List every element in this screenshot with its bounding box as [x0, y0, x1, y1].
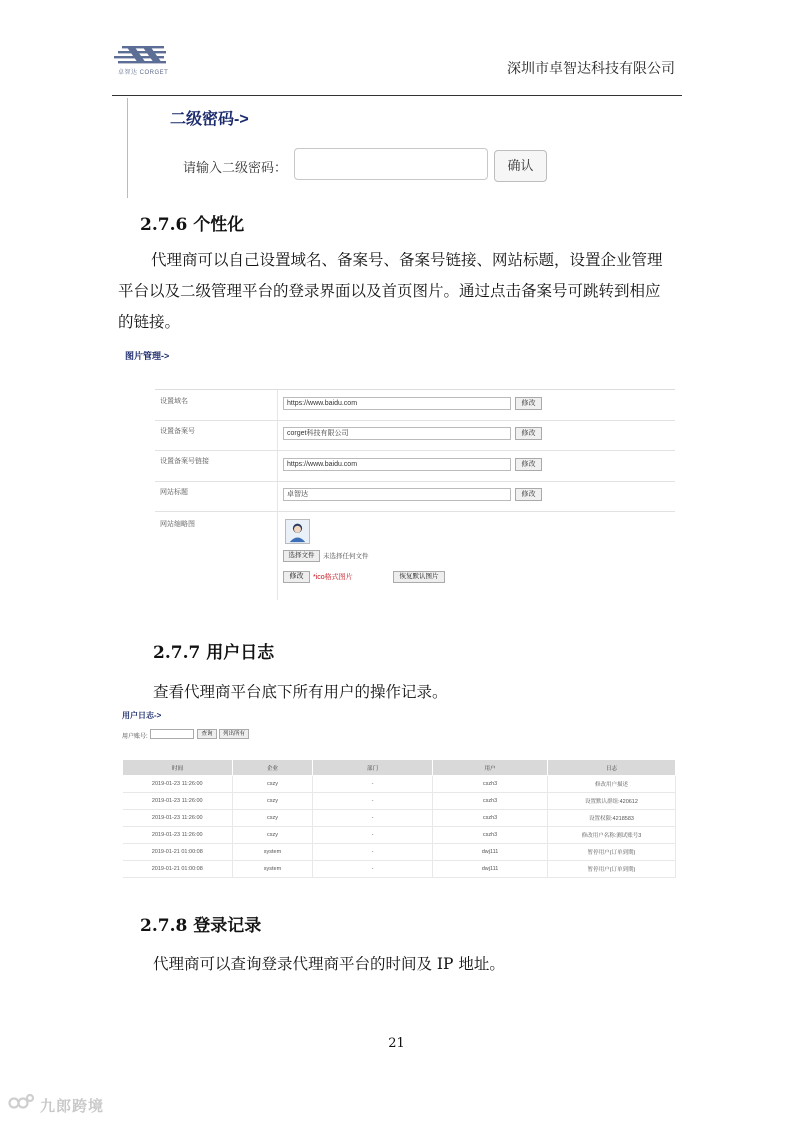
- site-title-input[interactable]: 卓智达: [283, 488, 511, 501]
- section-heading-2-7-8: 2.7.8 登录记录: [140, 916, 262, 936]
- table-cell: -: [313, 793, 433, 810]
- table-cell: -: [313, 776, 433, 793]
- table-cell: dwj111: [433, 861, 548, 878]
- paragraph-line: 代理商可以自己设置域名、备案号、备案号链接、网站标题，设置企业管理: [151, 251, 663, 269]
- favicon-label: 网站缩略图: [160, 521, 195, 528]
- list-all-button[interactable]: 列出所有: [219, 729, 249, 739]
- setting-label: 设置域名: [160, 398, 188, 405]
- table-cell: cszy: [233, 776, 313, 793]
- table-cell: cszh3: [433, 827, 548, 844]
- table-cell: cszy: [233, 827, 313, 844]
- header-divider: [112, 95, 682, 96]
- table-row: [123, 827, 676, 844]
- section-paragraph-2-7-6: [118, 245, 678, 338]
- setting-label: 网站标题: [160, 489, 188, 496]
- avatar-icon: [285, 519, 310, 544]
- picture-management-title: 图片管理->: [125, 351, 170, 361]
- company-name: 深圳市卓智达科技有限公司: [507, 61, 675, 77]
- section-heading-2-7-6: 2.7.6 个性化: [140, 215, 245, 235]
- table-row: [123, 844, 676, 861]
- table-cell: -: [313, 861, 433, 878]
- table-cell: 2019-01-23 11:26:00: [123, 776, 233, 793]
- restore-default-button[interactable]: 恢复默认图片: [393, 571, 445, 583]
- picture-management-panel: [155, 389, 675, 600]
- column-header: 企业: [233, 760, 313, 776]
- table-cell: 2019-01-21 01:00:08: [123, 861, 233, 878]
- query-button[interactable]: 查询: [197, 729, 217, 739]
- column-header: 用户: [433, 760, 548, 776]
- table-row: [123, 861, 676, 878]
- confirm-button[interactable]: 确认: [494, 150, 547, 182]
- account-label: 用户账号:: [122, 734, 148, 740]
- table-row: [123, 793, 676, 810]
- table-cell: -: [313, 827, 433, 844]
- user-log-title: 用户日志->: [122, 711, 162, 720]
- edit-button[interactable]: 修改: [515, 458, 542, 471]
- column-header: 时间: [123, 760, 233, 776]
- logo-caption: 卓智达 CORGET: [118, 70, 169, 76]
- setting-label: 设置备案号: [160, 428, 195, 435]
- edit-button[interactable]: 修改: [515, 427, 542, 440]
- table-cell: 暂停用户(订单到期): [548, 861, 676, 878]
- choose-file-button[interactable]: 选择文件: [283, 550, 320, 562]
- table-cell: 2019-01-21 01:00:08: [123, 844, 233, 861]
- second-password-title: 二级密码->: [170, 111, 249, 128]
- setting-row: [155, 420, 675, 451]
- edit-favicon-button[interactable]: 修改: [283, 571, 310, 583]
- table-cell: 暂停用户(订单到期): [548, 844, 676, 861]
- table-row: [123, 810, 676, 827]
- record-number-input[interactable]: corget科技有限公司: [283, 427, 511, 440]
- domain-input[interactable]: https://www.baidu.com: [283, 397, 511, 410]
- table-cell: system: [233, 844, 313, 861]
- section-paragraph-2-7-7: 查看代理商平台底下所有用户的操作记录。: [153, 683, 448, 701]
- setting-label: 设置备案号链接: [160, 458, 209, 465]
- table-cell: 修改用户描述: [548, 776, 676, 793]
- table-cell: cszh3: [433, 776, 548, 793]
- watermark-logo-icon: [8, 1092, 36, 1112]
- table-cell: cszh3: [433, 810, 548, 827]
- table-row: [123, 776, 676, 793]
- second-password-input[interactable]: [294, 148, 488, 180]
- second-password-label: 请输入二级密码：: [183, 160, 288, 175]
- table-cell: -: [313, 810, 433, 827]
- section-heading-2-7-7: 2.7.7 用户日志: [153, 643, 275, 663]
- table-cell: 修改用户名称:测试账号3: [548, 827, 676, 844]
- table-cell: 设置默认群组:420612: [548, 793, 676, 810]
- record-link-input[interactable]: https://www.baidu.com: [283, 458, 511, 471]
- setting-row: [155, 481, 675, 512]
- no-file-text: 未选择任何文件: [323, 553, 369, 560]
- setting-row: [155, 390, 675, 421]
- table-cell: cszy: [233, 793, 313, 810]
- paragraph-line: 平台以及二级管理平台的登录界面以及首页图片。通过点击备案号可跳转到相应: [118, 282, 661, 300]
- ico-format-note: *ico格式图片: [313, 574, 353, 581]
- table-cell: 设置权限:4218583: [548, 810, 676, 827]
- paragraph-line: 的链接。: [118, 313, 181, 331]
- account-input[interactable]: [150, 729, 194, 739]
- table-cell: dwj111: [433, 844, 548, 861]
- screenshot-border: [127, 98, 128, 198]
- edit-button[interactable]: 修改: [515, 488, 542, 501]
- column-header: 日志: [548, 760, 676, 776]
- table-cell: 2019-01-23 11:26:00: [123, 793, 233, 810]
- table-cell: 2019-01-23 11:26:00: [123, 827, 233, 844]
- table-cell: system: [233, 861, 313, 878]
- table-cell: cszy: [233, 810, 313, 827]
- edit-button[interactable]: 修改: [515, 397, 542, 410]
- user-log-table: [122, 759, 676, 878]
- section-paragraph-2-7-8: 代理商可以查询登录代理商平台的时间及 IP 地址。: [153, 955, 505, 973]
- table-cell: cszh3: [433, 793, 548, 810]
- table-cell: -: [313, 844, 433, 861]
- table-header-row: [123, 760, 676, 776]
- setting-row: [155, 450, 675, 482]
- watermark-text: 九郎跨境: [40, 1098, 105, 1115]
- page-number: 21: [388, 1036, 405, 1051]
- column-header: 部门: [313, 760, 433, 776]
- table-cell: 2019-01-23 11:26:00: [123, 810, 233, 827]
